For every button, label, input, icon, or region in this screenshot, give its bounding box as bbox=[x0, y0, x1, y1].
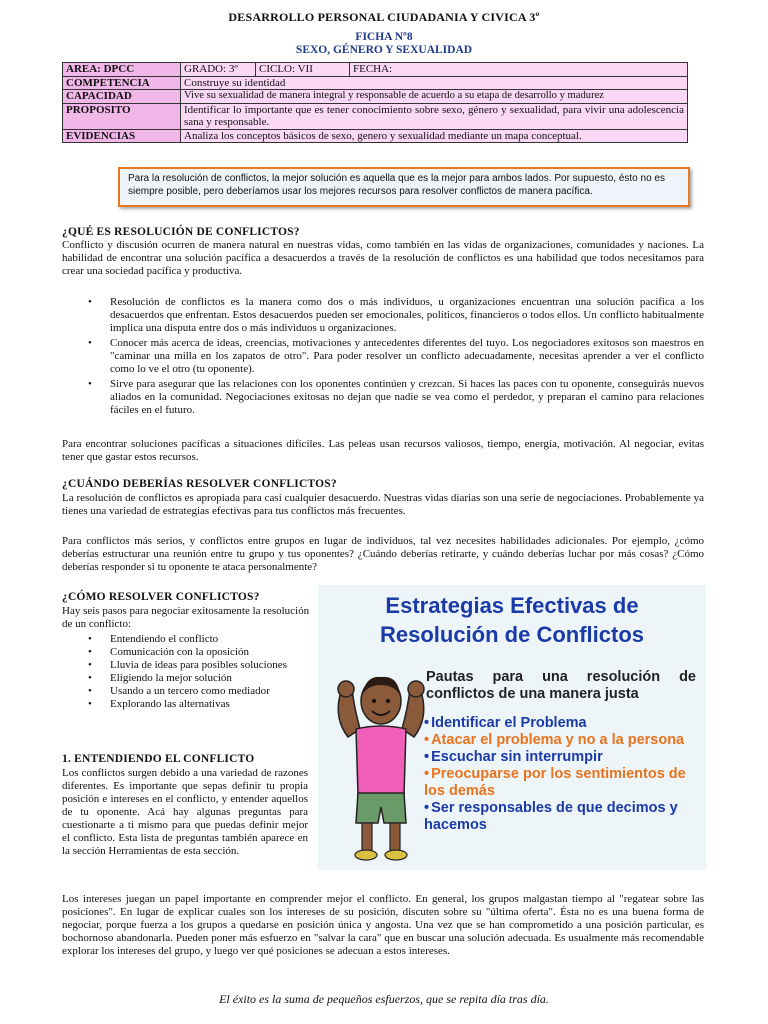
paragraph: Conflicto y discusión ocurren de manera natural en nuestras vidas, como también en las vidas de organizaciones, comunidades y naciones. La habilidad de encontrar una solución pacífica a desacuerdos a través de la resolución de conflictos es una habilidad que todos necesitamos para crear una sociedad pacífica y productiva. bbox=[62, 239, 704, 277]
kid-illustration bbox=[326, 667, 436, 867]
list-item: • Resolución de conflictos es la manera como dos o más individuos, u organizaciones encuentran una solución pacífica a los desacuerdos que enfrentan. Estos desacuerdos pueden ser emocionales, políticos, financieros o todos ellos. Un conflicto habitualmente implica una disputa entre dos o más individuos u organizaciones. bbox=[88, 296, 704, 335]
ficha-subtitle: SEXO, GÉNERO Y SEXUALIDAD bbox=[295, 44, 473, 56]
infographic-title-line2: Resolución de Conflictos bbox=[379, 622, 645, 647]
section-heading-como: ¿CÓMO RESOLVER CONFLICTOS? bbox=[62, 591, 260, 603]
ficha-number: FICHA Nº8 bbox=[355, 31, 413, 43]
list-item: • Lluvia de ideas para posibles soluciones bbox=[88, 659, 308, 672]
paragraph: Para conflictos más serios, y conflictos entre grupos en lugar de individuos, tal vez necesites habilidades adicionales. Por ejemplo, ¿cómo deberías estructurar una reunión entre tu grupo y tus oponentes? ¿Cuándo deberías retirarte, y cuándo deberías luchar por más cosas? ¿Cómo deberías responder si tu oponente te ataca personalmente? bbox=[62, 535, 704, 573]
list-item: • Explorando las alternativas bbox=[88, 698, 308, 711]
competencia-label: COMPETENCIA bbox=[63, 76, 181, 90]
fecha-cell: FECHA: bbox=[350, 63, 688, 77]
competencia-value: Construye su identidad bbox=[181, 76, 688, 90]
info-table bbox=[62, 62, 688, 143]
infographic-subtitle: Pautas para una resolución de conflictos de una manera justa bbox=[426, 669, 696, 702]
area-cell: AREA: DPCC bbox=[63, 63, 181, 77]
infographic-item: • Atacar el problema y no a la persona bbox=[424, 732, 685, 748]
proposito-label: PROPOSITO bbox=[63, 103, 181, 129]
paragraph: Los conflictos surgen debido a una variedad de razones diferentes. Es importante que sepas definir tu propia posición e intereses en el conflicto, y entender aquellos de tu oponente. Acá hay algunas preguntas para cuestionarte a ti mismo para que puedas definir mejor el conflicto. Esta lista de preguntas también aparece en la sección Herramientas de esta sección. bbox=[62, 767, 308, 857]
infographic-item: • Preocuparse por los sentimientos de los demás bbox=[424, 766, 686, 799]
evidencias-label: EVIDENCIAS bbox=[63, 129, 181, 143]
list-item: • Conocer más acerca de ideas, creencias, motivaciones y antecedentes diferentes del tuyo. Los negociadores exitosos son maestros en "caminar una milla en los zapatos de otro". Para poder resolver un conflicto adecuadamente, necesitas aprender a ver el conflicto como lo ve el otro (tu oponente). bbox=[88, 337, 704, 376]
section-heading-cuando: ¿CUÁNDO DEBERÍAS RESOLVER CONFLICTOS? bbox=[62, 478, 337, 490]
list-item: • Entendiendo el conflicto bbox=[88, 633, 308, 646]
infographic-list bbox=[424, 715, 704, 834]
steps-list bbox=[88, 633, 308, 711]
paragraph: La resolución de conflictos es apropiada para casi cualquier desacuerdo. Nuestras vidas diarias son una serie de negociaciones. Probablemente ya tienes una variedad de estrategias efectivas para tus conflictos más frecuentes. bbox=[62, 492, 704, 517]
document-title: DESARROLLO PERSONAL CIUDADANIA Y CIVICA 3º bbox=[228, 10, 540, 24]
capacidad-value: Vive su sexualidad de manera integral y responsable de acuerdo a su etapa de desarrollo y madurez bbox=[181, 90, 688, 104]
list-item: • Usando a un tercero como mediador bbox=[88, 685, 308, 698]
proposito-value: Identificar lo importante que es tener conocimiento sobre sexo, género y sexualidad, para vivir una adolescencia sana y responsable. bbox=[181, 103, 688, 129]
infographic-item: • Ser responsables de que decimos y hacemos bbox=[424, 800, 678, 833]
intro-callout: Para la resolución de conflictos, la mejor solución es aquella que es la mejor para ambos lados. Por supuesto, ésto no es siempre posible, pero deberíamos usar los mejores recursos para resolver conflictos de manera pacífica. bbox=[118, 167, 690, 207]
infographic-item: • Identificar el Problema bbox=[424, 715, 587, 731]
grado-cell: GRADO: 3º bbox=[181, 63, 256, 77]
capacidad-label: CAPACIDAD bbox=[63, 90, 181, 104]
footer-quote: El éxito es la suma de pequeños esfuerzos, que se repita día tras día. bbox=[219, 992, 549, 1006]
paragraph: Los intereses juegan un papel importante en comprender mejor el conflicto. En general, los grupos malgastan tiempo al "regatear sobre las posiciones". En lugar de explicar cuales son los intereses de su posición, discuten sobre su "última oferta". Ésta no es una buena forma de negociar, porque fuerza a los grupos a quedarse en posición única y angosta. Una vez que se han comprometido a una posición particular, es bochornoso abandonarla. Pueden poner más esfuerzo en "salvar la cara" que en buscar una solución adecuada. Es usualmente más recomendable explorar los intereses del grupo, y luego ver qué posiciones se adecuan a estos intereses. bbox=[62, 893, 704, 957]
section-heading-entendiendo: 1. ENTENDIENDO EL CONFLICTO bbox=[62, 753, 255, 765]
list-item: • Comunicación con la oposición bbox=[88, 646, 308, 659]
ciclo-cell: CICLO: VII bbox=[256, 63, 350, 77]
paragraph: Hay seis pasos para negociar exitosamente la resolución de un conflicto: bbox=[62, 605, 310, 630]
ficha-header bbox=[0, 31, 768, 57]
paragraph: Para encontrar soluciones pacíficas a situaciones difíciles. Las peleas usan recursos valiosos, tiempo, energía, motivación. Al negociar, evitas tener que gastar estos recursos. bbox=[62, 438, 704, 463]
list-item: • Eligiendo la mejor solución bbox=[88, 672, 308, 685]
infographic-image bbox=[318, 585, 706, 870]
bullet-list bbox=[88, 296, 704, 419]
evidencias-value: Analiza los conceptos básicos de sexo, genero y sexualidad mediante un mapa conceptual. bbox=[181, 129, 688, 143]
infographic-title bbox=[318, 591, 706, 649]
list-item: • Sirve para asegurar que las relaciones con los oponentes continúen y crezcan. Si haces las paces con tu oponente, conseguirás nuevos aliados en la comunidad. Negociaciones exitosas no dejan que nadie se vea como el perdedor, y preparan el camino para relaciones fáciles en el futuro. bbox=[88, 378, 704, 417]
infographic-item: • Escuchar sin interrumpir bbox=[424, 749, 603, 765]
section-heading-que-es: ¿QUÉ ES RESOLUCIÓN DE CONFLICTOS? bbox=[62, 226, 300, 238]
infographic-title-line1: Estrategias Efectivas de bbox=[385, 593, 639, 618]
